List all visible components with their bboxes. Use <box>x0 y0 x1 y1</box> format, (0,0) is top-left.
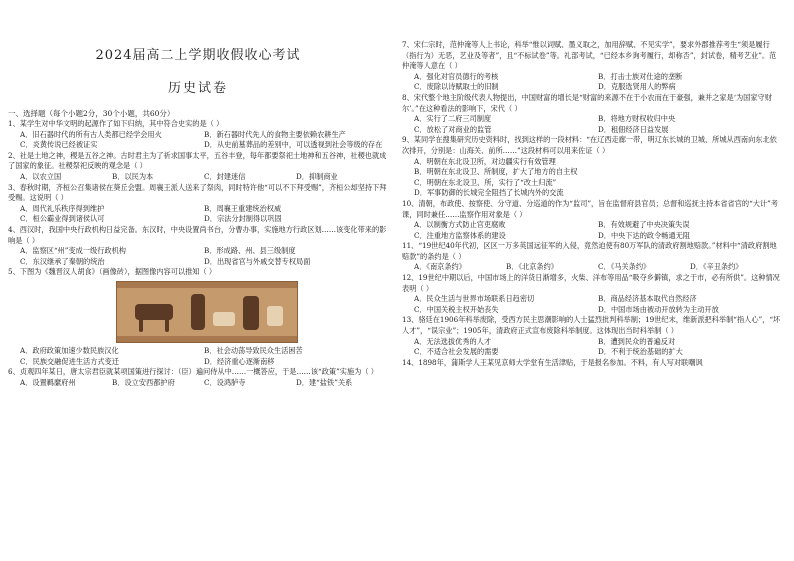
answer-options <box>402 294 782 315</box>
answer-option: C．炎黄传说已经被证实 <box>20 140 98 150</box>
question-stem: 4、西汉时，我国中央行政机构日益完备。东汉时，中央设置尚书台，分曹办事，实施地方行政区划……该变化带来的影响是（ ） <box>8 224 387 245</box>
answer-option: C．桓公霸业得到诸侯认可 <box>20 214 105 224</box>
answer-option: B．有效规避了中央决策失误 <box>598 220 690 230</box>
answer-option: D．中国市场由被动开放转为主动开放 <box>598 304 719 314</box>
question-stem: 11、“19世纪40年代初，区区一万多英国远征军的入侵，竟然迫使有80万军队的清政府割地赔款。”材料中“清政府割地赔款”的条约是（ ） <box>402 241 777 261</box>
answer-option: B．明朝在东北设卫、所制度，扩大了地方的自主权 <box>414 167 578 177</box>
answer-option: A．无法选拔优秀的人才 <box>414 336 492 346</box>
answer-options <box>8 204 388 225</box>
answer-option: A．《南京条约》 <box>414 262 466 272</box>
answer-option: D．克服选贤用人的弊病 <box>598 82 676 92</box>
answer-option: A．监察区“州”变成一级行政机构 <box>20 246 126 256</box>
answer-options <box>402 114 782 135</box>
answer-option: B．新石器时代先人的食物主要依赖农耕生产 <box>204 129 346 139</box>
question-stem: 3、春秋时期，齐桓公召集诸侯在葵丘会盟。周襄王派人送来了祭肉，同时特许他“可以不下拜受赐”，齐桓公却坚持下拜受赐。这说明（ ） <box>8 182 387 203</box>
answer-option: B．周襄王重建统治权威 <box>204 203 282 213</box>
answer-option: B．遭到民众的普遍反对 <box>598 336 676 346</box>
question-stem: 5、下图为《魏晋汉人胡食》（画像砖），据图像内容可以推知（ ） <box>8 267 217 277</box>
answer-option: D．不利于统治基础的扩大 <box>598 347 683 357</box>
answer-options <box>402 157 782 199</box>
answer-option: C．民族交融促进生活方式变迁 <box>20 356 119 366</box>
answer-options <box>8 172 388 183</box>
answer-options <box>402 72 782 93</box>
question-stem: 9、某同学在搜集研究历史资料时，找到这样的一段材料：“在辽西走廊一带，明辽东长城的卫城、所城从西南向东北依次排开，分别是：山海关、前所……”这段材料可以用来佐证（ ） <box>402 135 777 155</box>
question-stem: 14、1898年，蒲斯学人王某见京师大学堂有生活津贴，于是报名参加。不料，有人写对联嘲讽 <box>402 357 703 367</box>
answer-options <box>402 337 782 358</box>
answer-option: B．商品经济基本取代自然经济 <box>598 294 697 304</box>
answer-option: D．抑制商业 <box>296 171 338 181</box>
answer-option: A．民众生活与世界市场联系日趋密切 <box>414 294 535 304</box>
answer-option: B．形成路、州、县三级制度 <box>204 246 296 256</box>
answer-option: C．放松了对商业的监管 <box>414 124 492 134</box>
answer-option: B．社会动荡导致民众生活困苦 <box>204 345 303 355</box>
question-stem: 10、清朝，布政使、按察使、分守道、分巡道的作为“监司”，旨在监督府县官员；总督和巡抚主持本省省官的“大计”考课，同时兼任……监察作用对象是（ ） <box>402 198 779 219</box>
answer-option: D．经济重心逐渐南移 <box>204 356 275 366</box>
answer-option: A．政府政策加速少数民族汉化 <box>20 345 119 355</box>
answer-option: C．设鸿胪寺 <box>204 377 246 387</box>
answer-option: A．实行了二府三司制度 <box>414 114 492 124</box>
answer-option: C．不适合社会发展的需要 <box>414 347 499 357</box>
answer-option: B．设立安西都护府 <box>112 377 175 387</box>
answer-option: C．注重地方监察体系的建设 <box>414 230 506 240</box>
answer-option: A．明朝在东北设卫所，对边疆实行有效管理 <box>414 156 556 166</box>
answer-option: B．将地方财权收归中央 <box>598 114 676 124</box>
answer-option: D．《辛丑条约》 <box>690 262 743 272</box>
answer-option: D．建“盐铁”关系 <box>296 377 353 387</box>
question-stem: 13、骆廷在1906年科举废除，受西方民主思潮影响的人士猛烈批判科举制；19世纪末，维新派把科举制“指人心”，“坏人才”，“误宗业”；1905年，清政府正式宣布废除科举制度。这体现出当时科举制（ ） <box>402 315 781 336</box>
answer-option: A．周代礼乐秩序得到维护 <box>20 203 105 213</box>
section-title: 一、选择题（每个小题2分，30个小题，共60分） <box>8 109 175 118</box>
answer-options <box>8 378 388 389</box>
exam-subtitle: 历史试卷 <box>167 81 228 96</box>
answer-option: A．以制衡方式防止官吏腐败 <box>414 220 506 230</box>
answer-option: C．废除以诗赋取士的旧制 <box>414 82 499 92</box>
answer-option: D．出现省官与外戚交替专权局面 <box>204 256 311 266</box>
answer-option: C．中国关税主权开始丧失 <box>414 304 499 314</box>
answer-options <box>8 246 388 267</box>
answer-option: D．租佃经济日益发展 <box>598 124 669 134</box>
answer-options <box>8 346 388 367</box>
answer-options <box>402 220 782 241</box>
answer-option: B．以民为本 <box>112 171 154 181</box>
answer-option: D．中央下达的政令畅通无阻 <box>598 230 691 240</box>
answer-option: D．宗法分封制得以巩固 <box>204 214 282 224</box>
answer-option: A．设置羁縻府州 <box>20 377 76 387</box>
brick-painting-image <box>116 281 298 343</box>
left-column <box>8 0 388 561</box>
answer-option: C．封建迷信 <box>204 171 246 181</box>
answer-option: A．旧石器时代的所有古人类都已经学会用火 <box>20 129 162 139</box>
question-stem: 12、19世纪中期以后，中国市场上的洋货日渐增多，火柴、洋布等用品“吸夺乡僻镇，求之于市，必有所供”。这种情况表明（ ） <box>402 273 780 293</box>
question-stem: 1、某学生对中华文明的起源作了如下归纳，其中符合史实的是（ ） <box>8 119 224 128</box>
answer-option: B．打击士族对仕途的垄断 <box>598 71 683 81</box>
answer-option: B．《北京条约》 <box>506 262 558 272</box>
answer-option: C．明朝在东北设卫、所，实行了“改土归流” <box>414 177 557 187</box>
question-stem: 7、宋仁宗时，范仲淹等人上书论，科举“惟以词赋、墨义取之，加用辞赋、不见实学”，要求外郡推荐考生“须是履行（指行为）无恶，艺业及等者”，且“不标试卷”等。礼部考试，“已经本乡询考履行，却称否”，封试卷，精考艺业”。范仲淹等人意在（ ） <box>402 40 777 71</box>
answer-option: A．以农立国 <box>20 171 62 181</box>
question-stem: 2、社是土地之神，稷是五谷之神。古时君主为了祈求国事太平，五谷丰登，每年都要祭祀土地神和五谷神，社稷也就成了国家的象征。社稷祭祀反映的观念是（ ） <box>8 150 387 171</box>
answer-option: A．强化对官员德行的考核 <box>414 71 499 81</box>
exam-title: 2024届高二上学期收假收心考试 <box>95 48 301 63</box>
question-stem: 8、宋代整个地主阶级代表人物提出，中国财富的增长是“财富的来源不在于小农而在于豪强，兼并之家是‘为国家守财尔’。”在这种看法的影响下，宋代（ ） <box>402 92 772 113</box>
question-stem: 6、贞观四年某日，唐太宗君臣就某项国策进行探讨：（臣）遍问侍从中……一概答应，于是……该“政策”实施为（ ） <box>8 367 378 377</box>
answer-option: D．军事防御的长城完全阻挡了长城内外的交流 <box>414 188 564 198</box>
answer-options <box>8 130 388 151</box>
answer-options <box>402 262 782 273</box>
answer-option: C．东汉继承了秦朝的统治 <box>20 256 105 266</box>
answer-option: C．《马关条约》 <box>598 262 651 272</box>
answer-option: D．从史前墓葬品的差别中，可以透视到社会等级的存在 <box>204 140 383 150</box>
right-column <box>402 0 782 561</box>
